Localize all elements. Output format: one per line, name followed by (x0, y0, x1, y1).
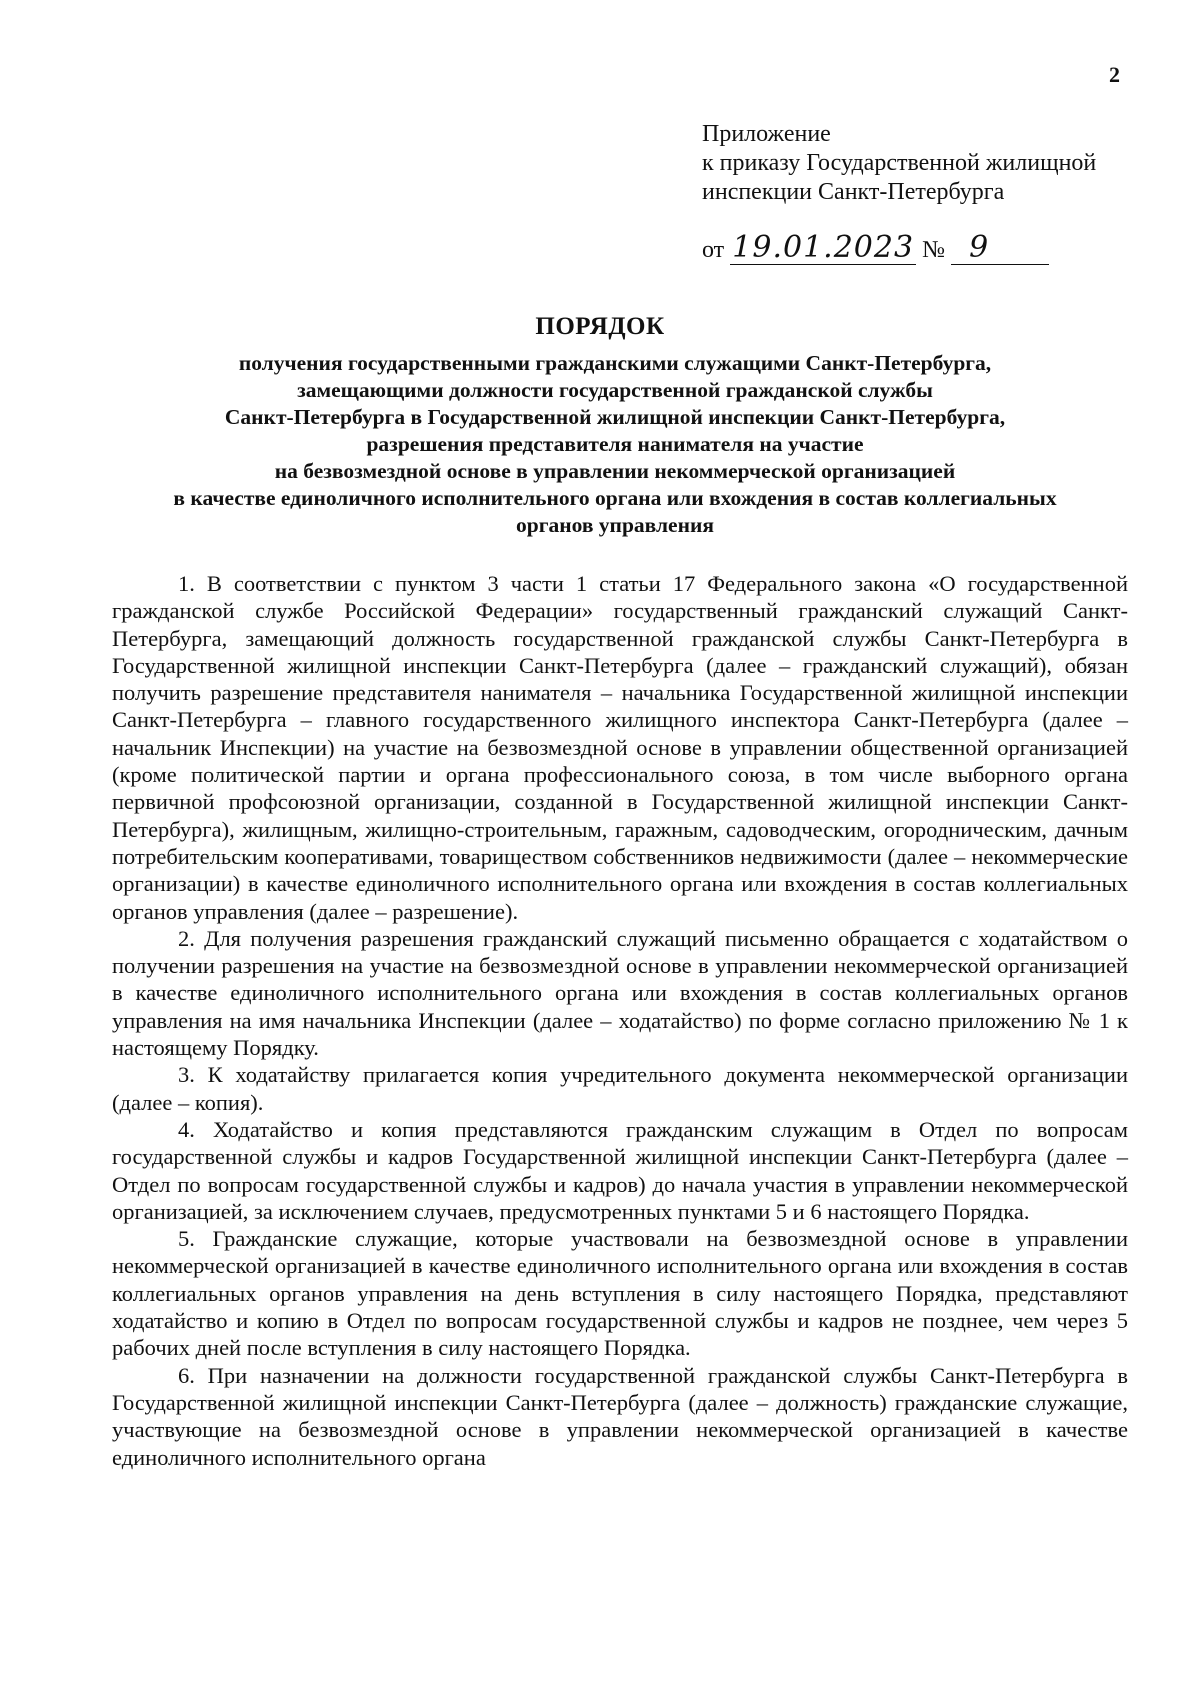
paragraph-5: 5. Гражданские служащие, которые участвовали на безвозмездной основе в управлении некоммерческой организацией в качестве единоличного исполнительного органа или вхождения в состав коллегиальных органов управления на день вступления в силу настоящего Порядка, представляют ходатайство и копию в Отдел по вопросам государственной службы и кадров не позднее, чем через 5 рабочих дней после вступления в силу настоящего Порядка. (112, 1226, 1128, 1361)
paragraph-6: 6. При назначении на должности государственной гражданской службы Санкт-Петербурга в Государственной жилищной инспекции Санкт-Петербурга (далее – должность) гражданские служащие, участвующие на безвозмездной основе в управлении некоммерческой организацией в качестве единоличного исполнительного органа (112, 1362, 1128, 1470)
document-subtitle (100, 350, 1130, 539)
order-date-number (702, 232, 1049, 265)
appendix-line: инспекции Санкт-Петербурга (702, 179, 1005, 205)
handwritten-order-date: 19.01.2023 (730, 232, 916, 265)
appendix-line: Приложение (702, 121, 831, 147)
order-number-label: № (922, 237, 946, 263)
subtitle-line: Санкт-Петербурга в Государственной жилищной инспекции Санкт-Петербурга, (224, 405, 1006, 429)
subtitle-line: на безвозмездной основе в управлении некоммерческой организацией (274, 459, 956, 483)
paragraph-1: 1. В соответствии с пунктом 3 части 1 статьи 17 Федерального закона «О государственной гражданской службе Российской Федерации» государственный гражданский служащий Санкт-Петербурга, замещающий должность государственной гражданской службы Санкт-Петербурга в Государственной жилищной инспекции Санкт-Петербурга (далее – гражданский служащий), обязан получить разрешение представителя нанимателя – начальника Государственной жилищной инспекции Санкт-Петербурга – главного государственного жилищного инспектора Санкт-Петербурга (далее – начальник Инспекции) на участие на безвозмездной основе в управлении общественной организацией (кроме политической партии и органа профессионального союза, в том числе выборного органа первичной профсоюзной организации, созданной в Государственной жилищной инспекции Санкт-Петербурга), жилищным, жилищно-строительным, гаражным, садоводческим, огородническим, дачным потребительским кооперативами, товариществом собственников недвижимости (далее – некоммерческие организации) в качестве единоличного исполнительного органа или вхождения в состав коллегиальных органов управления (далее – разрешение). (112, 571, 1128, 924)
subtitle-line: разрешения представителя нанимателя на участие (366, 432, 864, 456)
subtitle-line: получения государственными гражданскими служащими Санкт-Петербурга, (238, 351, 992, 375)
appendix-header (702, 120, 1142, 207)
paragraph-4: 4. Ходатайство и копия представляются гражданским служащим в Отдел по вопросам государственной службы и кадров Государственной жилищной инспекции Санкт-Петербурга (далее – Отдел по вопросам государственной службы и кадров) до начала участия в управлении некоммерческой организацией, за исключением случаев, предусмотренных пунктами 5 и 6 настоящего Порядка. (112, 1116, 1128, 1224)
paragraph-3: 3. К ходатайству прилагается копия учредительного документа некоммерческой организации (далее – копия). (112, 1062, 1128, 1115)
subtitle-line: замещающими должности государственной гражданской службы (297, 378, 933, 402)
subtitle-line: органов управления (516, 513, 714, 537)
handwritten-order-number: 9 (951, 232, 1049, 265)
page-number: 2 (1109, 62, 1120, 87)
document-body (112, 570, 1128, 1471)
subtitle-line: в качестве единоличного исполнительного органа или вхождения в состав коллегиальных (173, 486, 1057, 510)
document-title: ПОРЯДОК (535, 313, 665, 340)
appendix-line: к приказу Государственной жилищной (702, 150, 1097, 176)
paragraph-2: 2. Для получения разрешения гражданский служащий письменно обращается с ходатайством о получении разрешения на участие на безвозмездной основе в управлении некоммерческой организацией в качестве единоличного исполнительного органа или вхождения в состав коллегиальных органов управления на имя начальника Инспекции (далее – ходатайство) по форме согласно приложению № 1 к настоящему Порядку. (112, 925, 1128, 1061)
order-from-label: от (702, 237, 725, 263)
